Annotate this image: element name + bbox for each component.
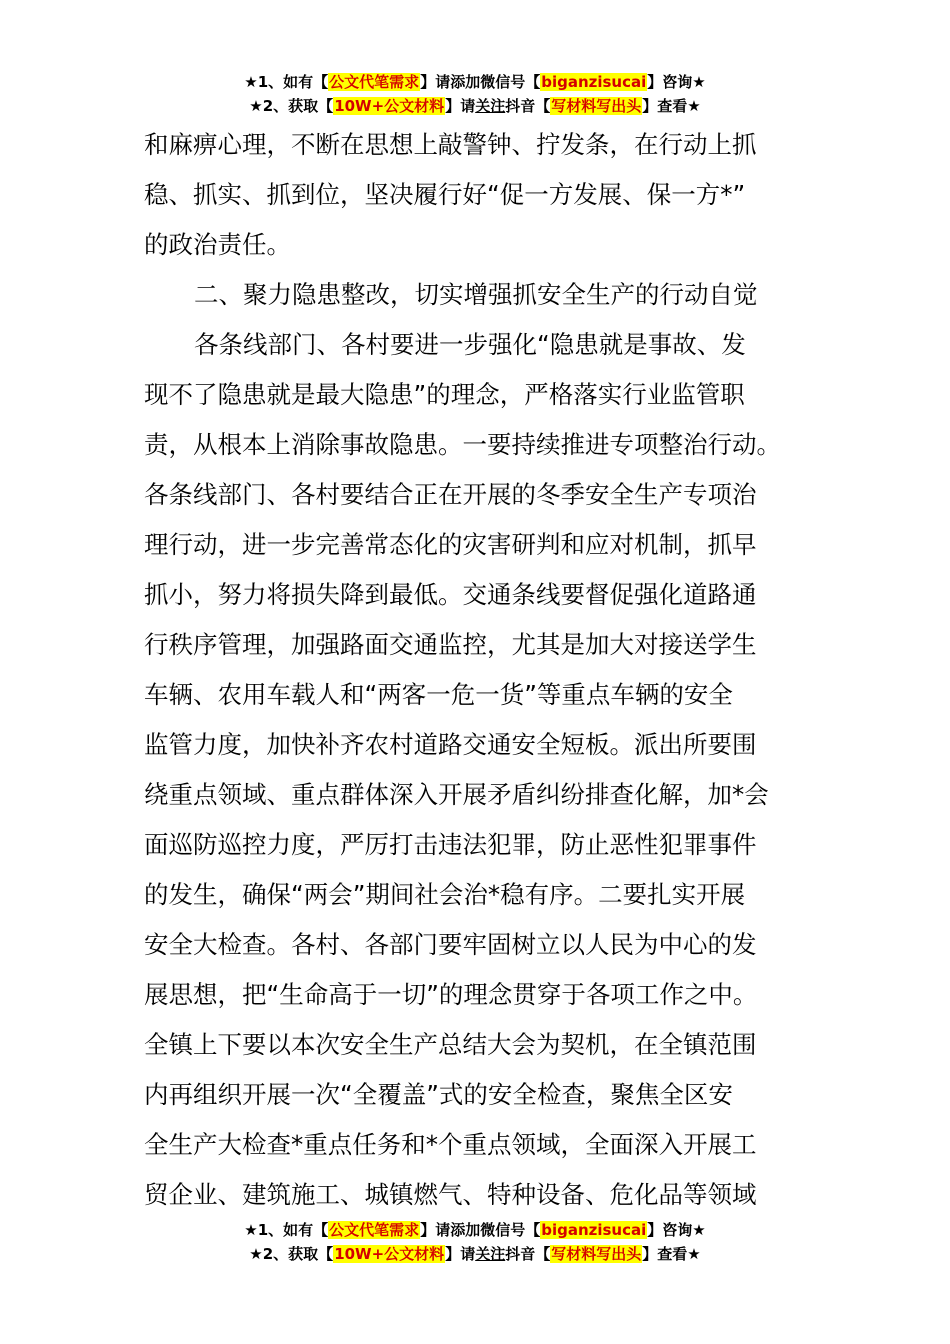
body-line: 行秩序管理，加强路面交通监控，尤其是加大对接送学生 bbox=[144, 630, 757, 659]
body-line: 全镇上下要以本次安全生产总结大会为契机，在全镇范围 bbox=[144, 1030, 757, 1059]
footer-banner bbox=[0, 1218, 950, 1266]
banner-highlight-wechat-id: biganzisucai bbox=[541, 1221, 647, 1239]
banner-line-2: ★2、获取【10W+公文材料】请关注抖音【写材料写出头】查看★ bbox=[249, 97, 701, 115]
body-line: 的发生，确保“两会”期间社会治*稳有序。二要扎实开展 bbox=[144, 880, 746, 909]
banner-highlight-service: 公文代笔需求 bbox=[329, 1221, 420, 1239]
body-line: 展思想，把“生命高于一切”的理念贯穿于各项工作之中。 bbox=[144, 980, 758, 1009]
body-line: 各条线部门、各村要进一步强化“隐患就是事故、发 bbox=[194, 330, 746, 359]
body-line: 绕重点领域、重点群体深入开展矛盾纠纷排查化解，加*会 bbox=[144, 780, 769, 809]
body-line: 内再组织开展一次“全覆盖”式的安全检查，聚焦全区安 bbox=[144, 1080, 733, 1109]
body-line: 责，从根本上消除事故隐患。一要持续推进专项整治行动。 bbox=[144, 430, 781, 459]
body-line: 稳、抓实、抓到位，坚决履行好“促一方发展、保一方*” bbox=[144, 180, 746, 209]
body-line: 的政治责任。 bbox=[144, 230, 291, 259]
banner-highlight-douyin: 写材料写出头 bbox=[551, 97, 642, 115]
section-heading: 二、聚力隐患整改，切实增强抓安全生产的行动自觉 bbox=[194, 280, 758, 309]
body-line: 面巡防巡控力度，严厉打击违法犯罪，防止恶性犯罪事件 bbox=[144, 830, 757, 859]
banner-highlight-douyin: 写材料写出头 bbox=[551, 1245, 642, 1263]
header-banner bbox=[0, 70, 950, 118]
body-line: 安全大检查。各村、各部门要牢固树立以人民为中心的发 bbox=[144, 930, 757, 959]
banner-line-1: ★1、如有【公文代笔需求】请添加微信号【biganzisucai】咨询★ bbox=[244, 1221, 706, 1239]
banner-line-1: ★1、如有【公文代笔需求】请添加微信号【biganzisucai】咨询★ bbox=[244, 73, 706, 91]
body-line: 贸企业、建筑施工、城镇燃气、特种设备、危化品等领域 bbox=[144, 1180, 757, 1209]
body-line: 各条线部门、各村要结合正在开展的冬季安全生产专项治 bbox=[144, 480, 757, 509]
banner-highlight-wechat-id: biganzisucai bbox=[541, 73, 647, 91]
banner-highlight-service: 公文代笔需求 bbox=[329, 73, 420, 91]
banner-highlight-materials: 10W+公文材料 bbox=[334, 1245, 445, 1263]
banner-line-2: ★2、获取【10W+公文材料】请关注抖音【写材料写出头】查看★ bbox=[249, 1245, 701, 1263]
body-line: 抓小，努力将损失降到最低。交通条线要督促强化道路通 bbox=[144, 580, 757, 609]
body-line: 现不了隐患就是最大隐患”的理念，严格落实行业监管职 bbox=[144, 380, 745, 409]
body-line: 理行动，进一步完善常态化的灾害研判和应对机制，抓早 bbox=[144, 530, 757, 559]
body-line: 全生产大检查*重点任务和*个重点领域，全面深入开展工 bbox=[144, 1130, 757, 1159]
body-line: 监管力度，加快补齐农村道路交通安全短板。派出所要围 bbox=[144, 730, 757, 759]
document-body bbox=[144, 120, 804, 1220]
body-line: 车辆、农用车载人和“两客一危一货”等重点车辆的安全 bbox=[144, 680, 733, 709]
body-line: 和麻痹心理，不断在思想上敲警钟、拧发条，在行动上抓 bbox=[144, 130, 757, 159]
banner-highlight-materials: 10W+公文材料 bbox=[334, 97, 445, 115]
